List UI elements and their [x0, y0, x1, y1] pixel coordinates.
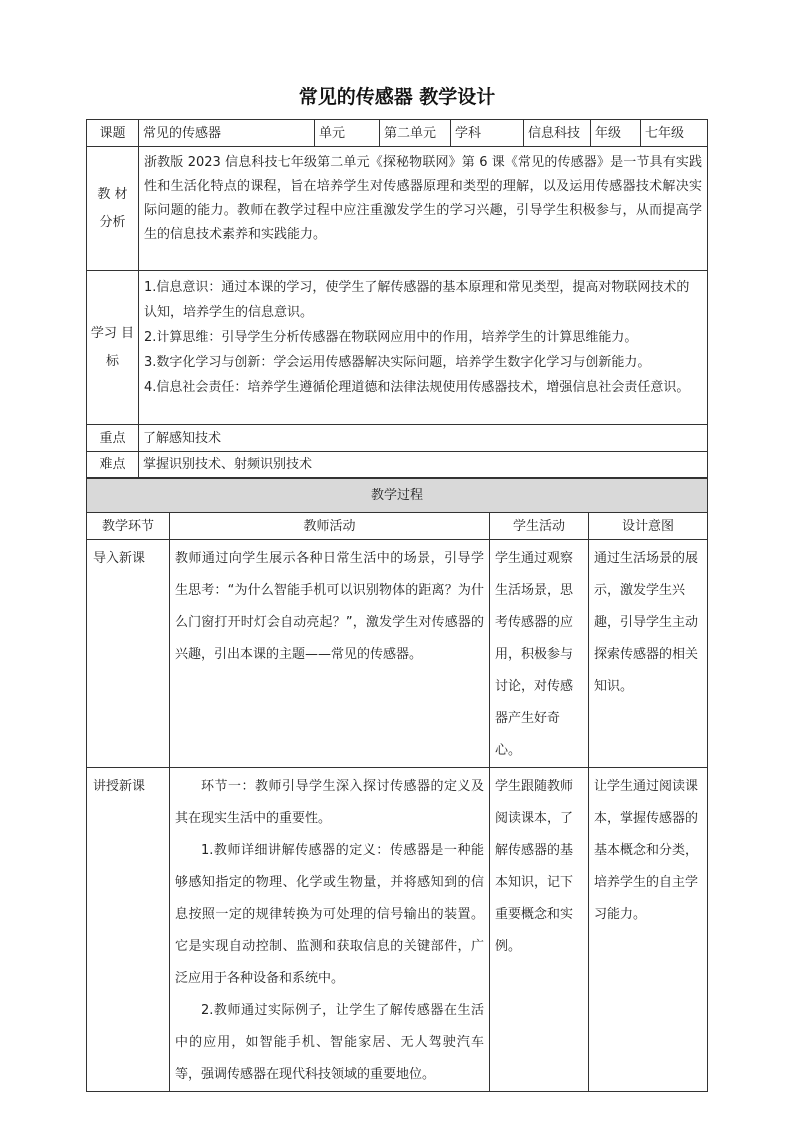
design-intent: 通过生活场景的展示，激发学生兴趣，引导学生主动探索传感器的相关知识。 — [589, 540, 708, 768]
topic-label: 课题 — [87, 120, 139, 147]
objective-item: 4.信息社会责任：培养学生遵循伦理道德和法律法规使用传感器技术，增强信息社会责任意识。 — [144, 380, 690, 395]
topic-value: 常见的传感器 — [139, 120, 315, 147]
objectives-row — [87, 271, 708, 425]
analysis-label: 教 材 分析 — [87, 147, 139, 271]
difficulty-row — [87, 452, 708, 478]
teacher-paragraph: 1.教师详细讲解传感器的定义：传感器是一种能够感知指定的物理、化学或生物量，并将感知到的信息按照一定的规律转换为可处理的信号输出的装置。它是实现自动控制、监测和获取信息的关键部件，广泛应用于各种设备和系统中。 — [175, 843, 484, 986]
process-band: 教学过程 — [87, 479, 708, 513]
header-teacher: 教师活动 — [170, 513, 490, 540]
analysis-text: 浙教版 2023 信息科技七年级第二单元《探秘物联网》第 6 课《常见的传感器》是一节具有实践性和生活化特点的课程，旨在培养学生对传感器原理和类型的理解，以及运用传感器技术解决实际问题的能力。教师在教学过程中应注重激发学生的学习兴趣，引导学生积极参与，从而提高学生的信息技术素养和实践能力。 — [139, 147, 708, 271]
teacher-paragraph: 环节一：教师引导学生深入探讨传感器的定义及其在现实生活中的重要性。 — [175, 779, 484, 826]
unit-value: 第二单元 — [380, 120, 451, 147]
header-intent: 设计意图 — [589, 513, 708, 540]
objectives-label: 学习 目标 — [87, 271, 139, 425]
difficulty-label: 难点 — [87, 452, 139, 478]
subject-value: 信息科技 — [524, 120, 591, 147]
process-row-intro — [87, 540, 708, 768]
subject-label: 学科 — [451, 120, 524, 147]
design-intent: 让学生通过阅读课本，掌握传感器的基本概念和分类，培养学生的自主学习能力。 — [589, 768, 708, 1092]
header-student: 学生活动 — [490, 513, 589, 540]
teacher-paragraph: 2.教师通过实际例子，让学生了解传感器在生活中的应用，如智能手机、智能家居、无人驾驶汽车等，强调传感器在现代科技领域的重要地位。 — [175, 1003, 484, 1082]
student-activity: 学生通过观察生活场景，思考传感器的应用，积极参与讨论，对传感器产生好奇心。 — [490, 540, 589, 768]
process-row-new — [87, 768, 708, 1092]
process-band-row — [87, 479, 708, 513]
objective-item: 1.信息意识：通过本课的学习，使学生了解传感器的基本原理和常见类型，提高对物联网技术的认知，培养学生的信息意识。 — [144, 280, 690, 320]
teacher-activity — [170, 540, 490, 768]
objective-item: 3.数字化学习与创新：学会运用传感器解决实际问题，培养学生数字化学习与创新能力。 — [144, 355, 651, 370]
teaching-process-table — [86, 478, 708, 1092]
process-header-row — [87, 513, 708, 540]
document-title: 常见的传感器 教学设计 — [298, 86, 496, 108]
teacher-activity — [170, 768, 490, 1092]
key-point-row — [87, 425, 708, 452]
student-activity: 学生跟随教师阅读课本，了解传感器的基本知识，记下重要概念和实例。 — [490, 768, 589, 1092]
unit-label: 单元 — [315, 120, 380, 147]
objective-item: 2.计算思维：引导学生分析传感器在物联网应用中的作用，培养学生的计算思维能力。 — [144, 330, 638, 345]
stage-cell: 导入新课 — [87, 540, 170, 768]
objectives-list — [139, 271, 708, 425]
analysis-row — [87, 147, 708, 271]
difficulty-text: 掌握识别技术、射频识别技术 — [139, 452, 708, 478]
stage-cell: 讲授新课 — [87, 768, 170, 1092]
header-stage: 教学环节 — [87, 513, 170, 540]
grade-label: 年级 — [591, 120, 641, 147]
teacher-paragraph: 教师通过向学生展示各种日常生活中的场景，引导学生思考：“为什么智能手机可以识别物体的距离？为什么门窗打开时灯会自动亮起？”，激发学生对传感器的兴趣，引出本课的主题——常见的传感器。 — [175, 551, 484, 662]
grade-value: 七年级 — [641, 120, 708, 147]
key-point-text: 了解感知技术 — [139, 425, 708, 452]
course-info-table — [86, 119, 708, 478]
course-info-row — [87, 120, 708, 147]
key-point-label: 重点 — [87, 425, 139, 452]
